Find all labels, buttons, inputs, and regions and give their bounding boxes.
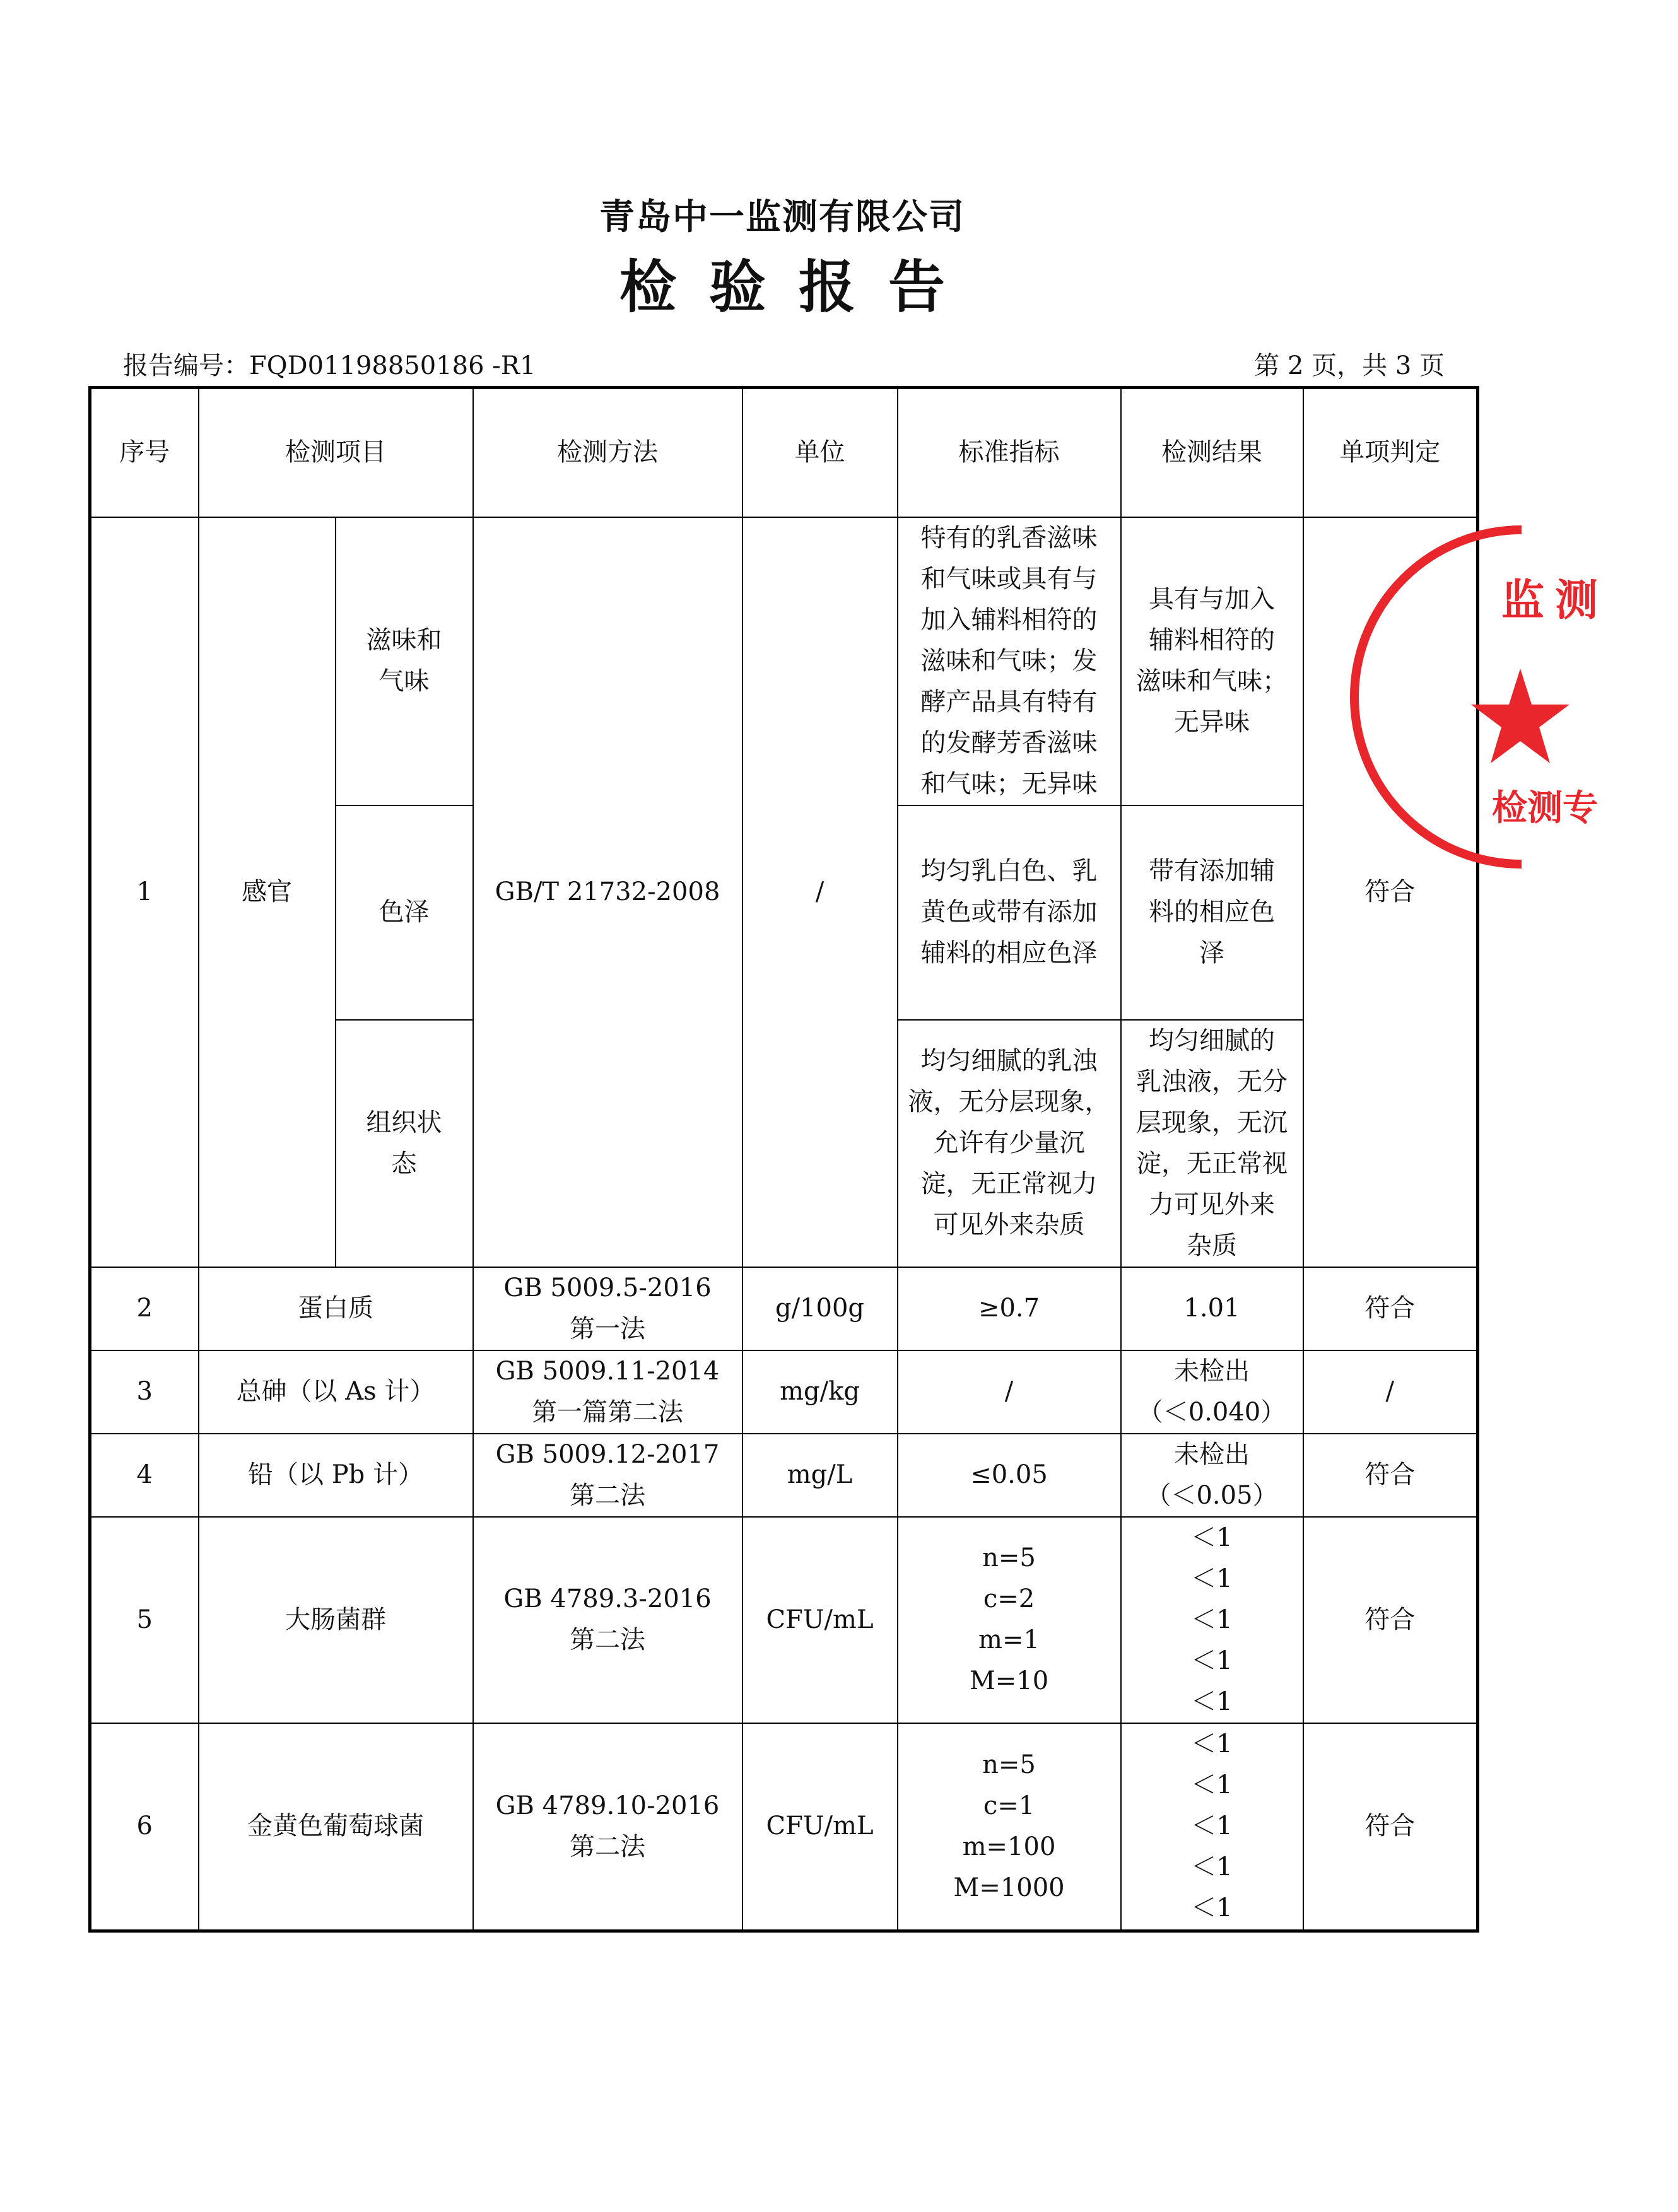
row-standard-line: c=2	[983, 1584, 1035, 1613]
inspection-stamp	[1489, 530, 1678, 883]
row-standard-line: 可见外来杂质	[933, 1210, 1085, 1239]
stamp-top-text: 监 测	[1501, 576, 1599, 624]
row-no: 1	[90, 517, 199, 1267]
row-standard-line: m=100	[962, 1832, 1056, 1861]
row-standard-line: n=5	[982, 1543, 1036, 1572]
header-unit: 单位	[742, 388, 898, 517]
row-judgement: 符合	[1303, 517, 1478, 1267]
row-method-line: 第二法	[570, 1832, 645, 1861]
row-unit: CFU/mL	[742, 1723, 898, 1931]
row-unit: CFU/mL	[742, 1517, 898, 1723]
row-no: 4	[90, 1434, 199, 1517]
row-method-line: GB 4789.3-2016	[503, 1584, 712, 1613]
row-standard-line: /	[1004, 1377, 1014, 1406]
row-result-line: ＜1	[1191, 1646, 1233, 1675]
row-result	[1121, 1434, 1303, 1517]
row-result-line: 1.01	[1183, 1294, 1240, 1323]
row-method	[473, 1434, 742, 1517]
row-standard-line: 允许有少量沉	[933, 1128, 1085, 1157]
row-no: 5	[90, 1517, 199, 1723]
row-judgement: 符合	[1303, 1723, 1478, 1931]
table-row	[90, 517, 1478, 805]
row-method: GB/T 21732-2008	[473, 517, 742, 1267]
row-result-line: 未检出	[1174, 1356, 1250, 1386]
row-result-line: 料的相应色	[1149, 898, 1275, 927]
row-result-line: 层现象，无沉	[1136, 1108, 1288, 1137]
row-judgement: /	[1303, 1350, 1478, 1434]
row-method	[473, 1350, 742, 1434]
row-standard	[898, 517, 1121, 805]
row-item: 大肠菌群	[199, 1517, 473, 1723]
row-result-line: 具有与加入	[1149, 585, 1275, 614]
row-result-line: 杂质	[1187, 1231, 1237, 1260]
row-result	[1121, 1517, 1303, 1723]
table-row	[90, 1723, 1478, 1931]
table-header-row	[90, 388, 1478, 517]
row-item: 金黄色葡萄球菌	[199, 1723, 473, 1931]
row-method	[473, 1723, 742, 1931]
row-standard	[898, 1267, 1121, 1350]
row-result	[1121, 1350, 1303, 1434]
row-result-line: ＜1	[1191, 1687, 1233, 1716]
row-result-line: ＜1	[1191, 1729, 1233, 1759]
row-subitem-line: 滋味和	[366, 626, 442, 655]
row-method	[473, 1517, 742, 1723]
row-result-line: 无异味	[1174, 708, 1250, 737]
row-result-line: 乳浊液，无分	[1136, 1067, 1288, 1096]
row-method-line: 第一篇第二法	[532, 1397, 683, 1427]
row-result-line: 辅料相符的	[1149, 626, 1275, 655]
row-method	[473, 1267, 742, 1350]
row-method-line: 第二法	[570, 1480, 645, 1510]
table-row	[90, 1434, 1478, 1517]
row-standard-line: M=1000	[953, 1873, 1065, 1902]
row-result-line: （＜0.05）	[1146, 1480, 1278, 1510]
row-standard	[898, 1517, 1121, 1723]
row-item: 感官	[199, 517, 336, 1267]
row-result	[1121, 1723, 1303, 1931]
row-standard-line: 加入辅料相符的	[920, 605, 1098, 635]
company-name: 青岛中一监测有限公司	[599, 196, 965, 238]
row-standard-line: 和气味或具有与	[920, 564, 1098, 594]
report-number: 报告编号：FQD01198850186 -R1	[123, 351, 536, 380]
row-subitem	[336, 1020, 473, 1267]
row-standard	[898, 1020, 1121, 1267]
row-subitem	[336, 517, 473, 805]
row-result-line: （＜0.040）	[1137, 1397, 1286, 1427]
row-standard-line: ≥0.7	[978, 1294, 1040, 1323]
row-subitem-line: 组织状	[366, 1108, 442, 1137]
row-subitem-line: 气味	[378, 667, 430, 696]
row-item: 蛋白质	[199, 1267, 473, 1350]
row-method-line: GB 5009.11-2014	[495, 1356, 720, 1386]
row-result-line: ＜1	[1191, 1770, 1233, 1800]
row-unit: mg/kg	[742, 1350, 898, 1434]
row-standard-line: 黄色或带有添加	[920, 898, 1098, 927]
header-judgement: 单项判定	[1303, 388, 1478, 517]
row-judgement: 符合	[1303, 1267, 1478, 1350]
row-result-line: 滋味和气味；	[1136, 667, 1288, 696]
row-method-line: GB 5009.12-2017	[495, 1439, 720, 1469]
table-row	[90, 1267, 1478, 1350]
row-result-line: 带有添加辅	[1149, 857, 1275, 886]
row-result-line: 力可见外来	[1149, 1190, 1275, 1219]
row-result	[1121, 1267, 1303, 1350]
row-method-line: GB 5009.5-2016	[503, 1273, 712, 1302]
row-standard	[898, 1723, 1121, 1931]
row-standard-line: 液，无分层现象，	[908, 1087, 1110, 1116]
row-standard	[898, 805, 1121, 1020]
row-unit: /	[742, 517, 898, 1267]
row-result-line: 泽	[1199, 939, 1224, 968]
row-result-line: ＜1	[1191, 1852, 1233, 1882]
row-standard-line: m=1	[978, 1625, 1040, 1654]
row-standard-line: c=1	[983, 1791, 1035, 1820]
row-standard-line: M=10	[969, 1666, 1049, 1695]
row-subitem	[336, 805, 473, 1020]
page-info: 第 2 页，共 3 页	[1254, 351, 1445, 380]
row-result	[1121, 805, 1303, 1020]
row-standard-line: 辅料的相应色泽	[920, 939, 1098, 968]
row-judgement: 符合	[1303, 1517, 1478, 1723]
row-subitem-line: 色泽	[378, 898, 430, 927]
header-method: 检测方法	[473, 388, 742, 517]
row-result-line: 淀，无正常视	[1136, 1149, 1288, 1178]
row-standard	[898, 1350, 1121, 1434]
header-result: 检测结果	[1121, 388, 1303, 517]
row-standard-line: 淀，无正常视力	[920, 1169, 1098, 1198]
row-result-line: 未检出	[1174, 1439, 1250, 1469]
row-result-line: 均匀细腻的	[1149, 1026, 1275, 1055]
row-standard-line: ≤0.05	[970, 1460, 1048, 1489]
report-title: 检验报告	[619, 254, 978, 320]
row-result-line: ＜1	[1191, 1811, 1233, 1841]
row-subitem-line: 态	[391, 1149, 417, 1178]
row-no: 3	[90, 1350, 199, 1434]
row-judgement: 符合	[1303, 1434, 1478, 1517]
row-item: 铅（以 Pb 计）	[199, 1434, 473, 1517]
row-method-line: 第二法	[570, 1625, 645, 1654]
row-item: 总砷（以 As 计）	[199, 1350, 473, 1434]
row-standard-line: 和气味；无异味	[920, 769, 1098, 799]
row-standard-line: 滋味和气味；发	[920, 646, 1098, 676]
row-result-line: ＜1	[1191, 1893, 1233, 1923]
row-standard-line: 的发酵芳香滋味	[920, 728, 1098, 758]
row-result	[1121, 1020, 1303, 1267]
stamp-bottom-text: 检测专	[1492, 789, 1598, 828]
table-row	[90, 1350, 1478, 1434]
row-result-line: ＜1	[1191, 1605, 1233, 1634]
results-table	[88, 386, 1479, 1933]
row-method-line: 第一法	[570, 1314, 645, 1343]
row-standard-line: 均匀乳白色、乳	[920, 857, 1098, 886]
header-no: 序号	[90, 388, 199, 517]
row-result-line: ＜1	[1191, 1564, 1233, 1593]
row-standard-line: 均匀细腻的乳浊	[920, 1046, 1098, 1075]
row-result	[1121, 517, 1303, 805]
row-standard-line: 酵产品具有特有	[920, 687, 1098, 717]
header-item: 检测项目	[199, 388, 473, 517]
row-no: 2	[90, 1267, 199, 1350]
stamp-star-icon	[1471, 669, 1569, 763]
row-no: 6	[90, 1723, 199, 1931]
row-standard	[898, 1434, 1121, 1517]
row-standard-line: 特有的乳香滋味	[920, 523, 1098, 553]
row-result-line: ＜1	[1191, 1523, 1233, 1552]
row-standard-line: n=5	[982, 1750, 1036, 1779]
header-standard: 标准指标	[898, 388, 1121, 517]
row-unit: mg/L	[742, 1434, 898, 1517]
row-method-line: GB 4789.10-2016	[495, 1791, 720, 1820]
table-row	[90, 1517, 1478, 1723]
row-unit: g/100g	[742, 1267, 898, 1350]
